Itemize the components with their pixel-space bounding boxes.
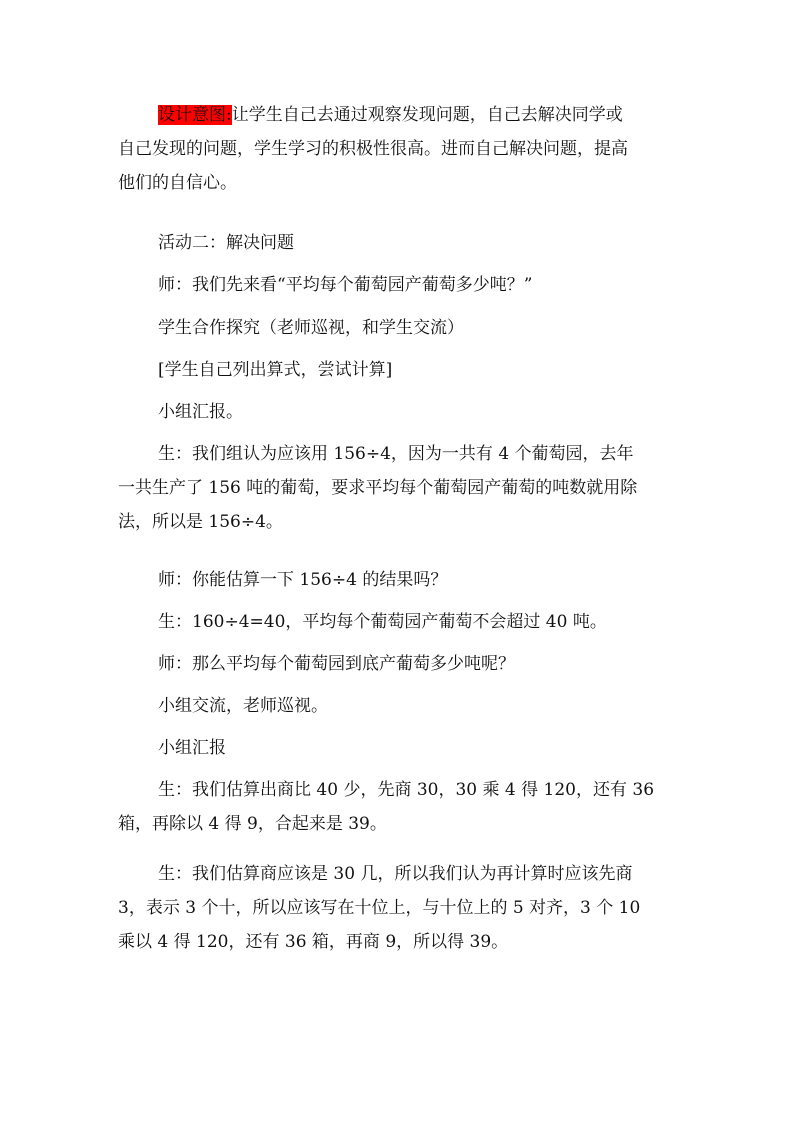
student-paragraph-4: 生：我们估算商应该是 30 几，所以我们认为再计算时应该先商 3，表示 3 个十，所以应该写在十位上，与十位上的 5 对齐，3 个 10 乘以 4 得 120，还有 36 箱，再商 9，所以得 39。 [118, 864, 641, 952]
group-exchange-line: 小组交流，老师巡视。 [158, 696, 328, 716]
student-paragraph-3: 生：我们估算出商比 40 少，先商 30，30 乘 4 得 120，还有 36 箱，再除以 4 得 9，合起来是 39。 [118, 780, 655, 834]
group-report-2: 小组汇报 [158, 738, 226, 758]
activity-title: 活动二：解决问题 [158, 233, 294, 253]
group-report-1: 小组汇报。 [158, 402, 243, 422]
cooperation-line: 学生合作探究（老师巡视，和学生交流） [158, 318, 464, 338]
student-paragraph-1: 生：我们组认为应该用 156÷4，因为一共有 4 个葡萄园，去年 一共生产了 156 吨的葡萄，要求平均每个葡萄园产葡萄的吨数就用除 法，所以是 156÷4。 [118, 444, 638, 532]
design-intent-line-1: 设计意图:让学生自己去通过观察发现问题，自己去解决同学或 [158, 105, 623, 125]
design-intent-line-2: 自己发现的问题，学生学习的积极性很高。进而自己解决问题，提高 [118, 139, 628, 159]
teacher-line-2: 师：你能估算一下 156÷4 的结果吗？ [158, 570, 448, 590]
design-intent-line-3: 他们的自信心。 [118, 173, 237, 193]
student-line-2: 生：160÷4=40，平均每个葡萄园产葡萄不会超过 40 吨。 [158, 612, 607, 632]
design-intent-label: 设计意图: [158, 105, 232, 125]
teacher-line-1: 师：我们先来看“平均每个葡萄园产葡萄多少吨？” [158, 275, 533, 295]
design-intent-paragraph [118, 98, 678, 200]
teacher-line-3: 师：那么平均每个葡萄园到底产葡萄多少吨呢？ [158, 654, 515, 674]
bracket-note: [学生自己列出算式，尝试计算] [158, 360, 393, 380]
